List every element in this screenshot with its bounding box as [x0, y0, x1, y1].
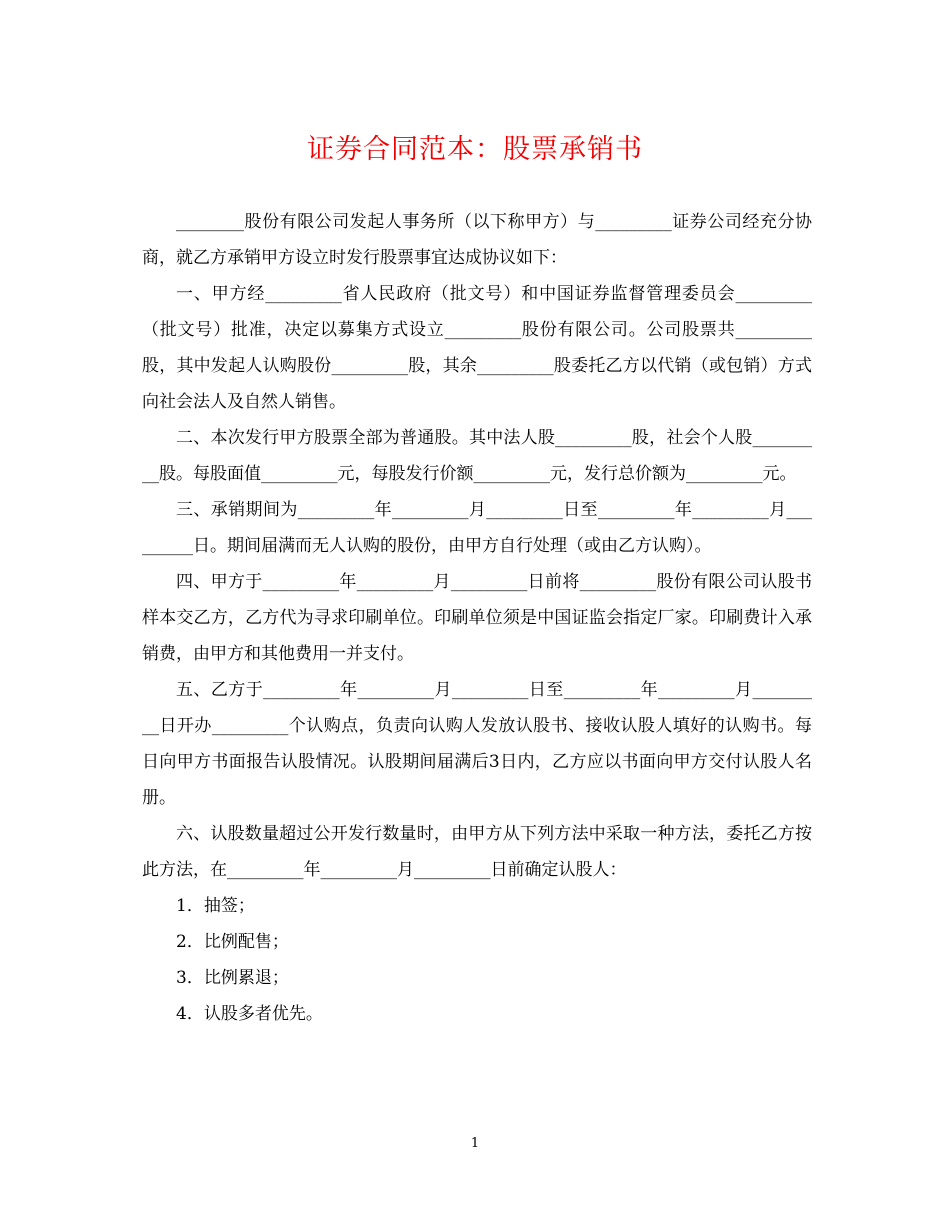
paragraph-article-1: 一、甲方经_________省人民政府（批文号）和中国证券监督管理委员会_________（批文号）批准，决定以募集方式设立_________股份有限公司。公司股票共_________股，其中发起人认购股份_________股，其余_________股委托乙方以代销（或包销）方式向社会法人及自然人销售。 [142, 284, 812, 412]
list-item-method-3: 3．比例累退； [176, 968, 289, 988]
document-body [142, 204, 812, 1032]
list-item-method-4: 4．认股多者优先。 [176, 1004, 323, 1024]
list-item-method-1: 1．抽签； [176, 896, 255, 916]
page-number: 1 [470, 1136, 480, 1151]
paragraph-article-3: 三、承销期间为_________年_________月_________日至_________年_________月_________日。期间届满而无人认购的股份，由甲方自行处理（或由乙方认购）。 [142, 500, 812, 556]
paragraph-article-5: 五、乙方于_________年_________月_________日至_________年_________月_________日开办_________个认购点，负责向认购人发放认股书、接收认股人填好的认购书。每日向甲方书面报告认股情况。认股期间届满后3日内，乙方应以书面向甲方交付认股人名册。 [142, 680, 812, 808]
paragraph-article-4: 四、甲方于_________年_________月_________日前将_________股份有限公司认股书样本交乙方，乙方代为寻求印刷单位。印刷单位须是中国证监会指定厂家。印刷费计入承销费，由甲方和其他费用一并支付。 [142, 572, 812, 664]
paragraph-article-6: 六、认股数量超过公开发行数量时，由甲方从下列方法中采取一种方法，委托乙方按此方法，在_________年_________月_________日前确定认股人： [142, 824, 812, 880]
paragraph-preamble: ________股份有限公司发起人事务所（以下称甲方）与_________证券公司经充分协商，就乙方承销甲方设立时发行股票事宜达成协议如下： [142, 212, 812, 268]
list-item-method-2: 2．比例配售； [176, 932, 289, 952]
paragraph-article-2: 二、本次发行甲方股票全部为普通股。其中法人股_________股，社会个人股_________股。每股面值_________元，每股发行价额_________元，发行总价额为_________元。 [142, 428, 812, 484]
document-title: 证券合同范本：股票承销书 [307, 134, 643, 165]
